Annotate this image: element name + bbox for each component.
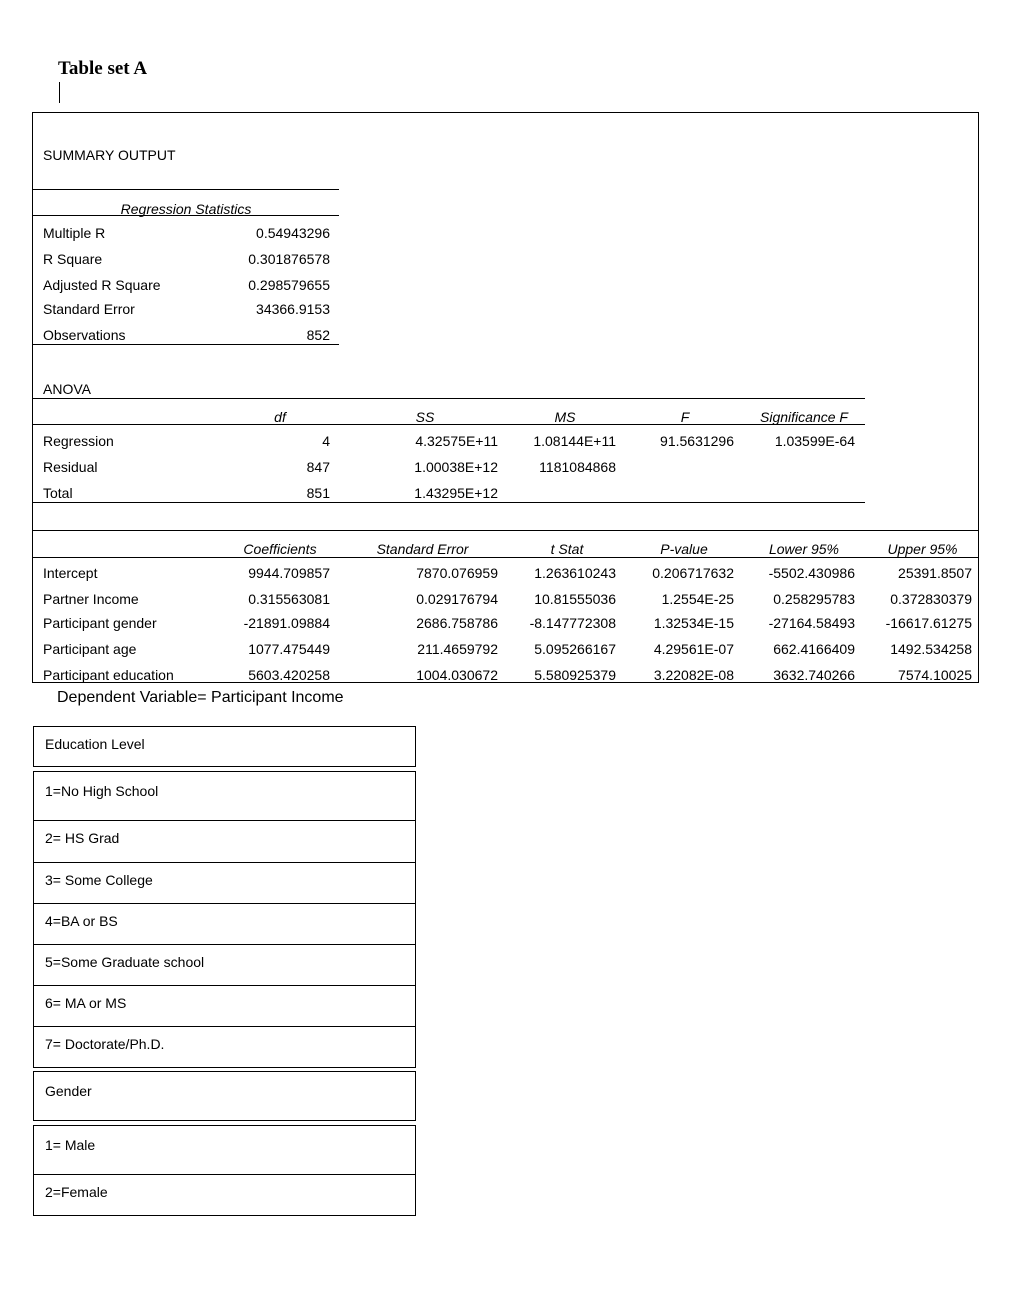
education-level-box (33, 985, 416, 1027)
coef-cell: 7574.10025 (898, 667, 972, 683)
reg-stat-label: Observations (43, 327, 126, 343)
summary-heading: SUMMARY OUTPUT (43, 147, 176, 163)
divider (33, 398, 865, 399)
reg-stat-value: 0.54943296 (256, 225, 330, 241)
coef-cell: 1.263610243 (534, 565, 616, 581)
education-level-box (33, 820, 416, 863)
coef-cell: -27164.58493 (768, 615, 855, 631)
coef-cell: 5.580925379 (534, 667, 616, 683)
reg-stat-label: R Square (43, 251, 103, 267)
anova-cell: 91.5631296 (660, 433, 734, 449)
reg-stats-heading: Regression Statistics (120, 201, 252, 217)
coef-header: Upper 95% (887, 541, 958, 557)
anova-cell: 4.32575E+11 (415, 433, 498, 449)
anova-header-sig: Significance F (760, 409, 848, 425)
anova-cell: 1181084868 (539, 459, 616, 475)
coef-row-label: Intercept (43, 565, 98, 581)
coef-cell: 0.258295783 (773, 591, 855, 607)
coef-cell: -16617.61275 (885, 615, 972, 631)
gender-value-box (33, 1125, 416, 1175)
reg-stat-value: 0.301876578 (248, 251, 330, 267)
coef-cell: 0.315563081 (248, 591, 330, 607)
gender-value: 2=Female (45, 1184, 108, 1200)
coef-cell: 1.2554E-25 (661, 591, 734, 607)
coef-cell: 211.4659792 (417, 641, 498, 657)
reg-stat-value: 0.298579655 (248, 277, 330, 293)
anova-header-df: df (274, 409, 286, 425)
coef-cell: 25391.8507 (898, 565, 972, 581)
anova-cell: 1.43295E+12 (414, 485, 498, 501)
divider (33, 530, 979, 531)
coef-header: Standard Error (376, 541, 469, 557)
coef-cell: 0.029176794 (416, 591, 498, 607)
education-level: 6= MA or MS (45, 995, 127, 1011)
divider (33, 189, 339, 190)
coef-cell: 2686.758786 (416, 615, 498, 631)
divider (33, 557, 979, 558)
coef-cell: 1.32534E-15 (653, 615, 734, 631)
anova-header-f: F (680, 409, 690, 425)
anova-row-label: Regression (43, 433, 114, 449)
dependent-variable-note: Dependent Variable= Participant Income (57, 689, 344, 706)
anova-cell: 1.03599E-64 (774, 433, 855, 449)
anova-cell: 847 (306, 459, 330, 475)
education-level-box (33, 771, 416, 821)
text-cursor (59, 82, 60, 103)
reg-stat-value: 34366.9153 (256, 301, 330, 317)
gender-value: 1= Male (45, 1137, 96, 1153)
anova-cell: 851 (306, 485, 330, 501)
education-heading: Education Level (45, 736, 145, 752)
coef-header: Coefficients (243, 541, 317, 557)
coef-cell: 9944.709857 (248, 565, 330, 581)
anova-row-label: Total (43, 485, 73, 501)
anova-row-label: Residual (43, 459, 98, 475)
gender-heading-box (33, 1071, 416, 1121)
coef-row-label: Participant age (43, 641, 137, 657)
anova-cell: 1.08144E+11 (533, 433, 616, 449)
page-title: Table set A (58, 58, 148, 79)
divider (33, 502, 865, 503)
coef-cell: -21891.09884 (243, 615, 330, 631)
education-heading-box (33, 726, 416, 767)
coef-header: t Stat (550, 541, 584, 557)
reg-stat-label: Adjusted R Square (43, 277, 161, 293)
education-level: 7= Doctorate/Ph.D. (45, 1036, 165, 1052)
education-level-box (33, 903, 416, 945)
anova-cell: 1.00038E+12 (414, 459, 498, 475)
education-level: 2= HS Grad (45, 830, 120, 846)
education-level-box (33, 1026, 416, 1068)
coef-header: P-value (660, 541, 708, 557)
anova-header-ms: MS (554, 409, 576, 425)
coef-cell: 4.29561E-07 (653, 641, 734, 657)
reg-stat-label: Multiple R (43, 225, 106, 241)
reg-stat-value: 852 (306, 327, 330, 343)
coef-cell: 0.372830379 (890, 591, 972, 607)
coef-cell: 5.095266167 (534, 641, 616, 657)
education-level-box (33, 944, 416, 986)
coef-cell: -8.147772308 (529, 615, 616, 631)
anova-header-ss: SS (415, 409, 435, 425)
coef-cell: 10.81555036 (534, 591, 616, 607)
divider (33, 215, 339, 216)
coef-row-label: Participant education (43, 667, 174, 683)
coef-header: Lower 95% (768, 541, 840, 557)
education-level-box (33, 862, 416, 904)
coef-cell: 3.22082E-08 (653, 667, 734, 683)
coef-cell: 1077.475449 (248, 641, 330, 657)
divider (33, 344, 339, 345)
education-level: 4=BA or BS (45, 913, 118, 929)
anova-heading: ANOVA (43, 381, 91, 397)
coef-cell: 5603.420258 (248, 667, 330, 683)
reg-stat-label: Standard Error (43, 301, 135, 317)
coef-cell: 7870.076959 (416, 565, 498, 581)
education-level: 1=No High School (45, 783, 159, 799)
coef-cell: 662.4166409 (773, 641, 855, 657)
coef-cell: 3632.740266 (773, 667, 855, 683)
education-level: 3= Some College (45, 872, 153, 888)
education-level: 5=Some Graduate school (45, 954, 205, 970)
anova-cell: 4 (322, 433, 330, 449)
coef-cell: 0.206717632 (652, 565, 734, 581)
coef-cell: -5502.430986 (768, 565, 855, 581)
gender-value-box (33, 1174, 416, 1216)
coef-cell: 1004.030672 (416, 667, 498, 683)
coef-row-label: Partner Income (43, 591, 139, 607)
coef-row-label: Participant gender (43, 615, 157, 631)
coef-cell: 1492.534258 (890, 641, 972, 657)
divider (33, 424, 865, 425)
gender-heading: Gender (45, 1083, 92, 1099)
